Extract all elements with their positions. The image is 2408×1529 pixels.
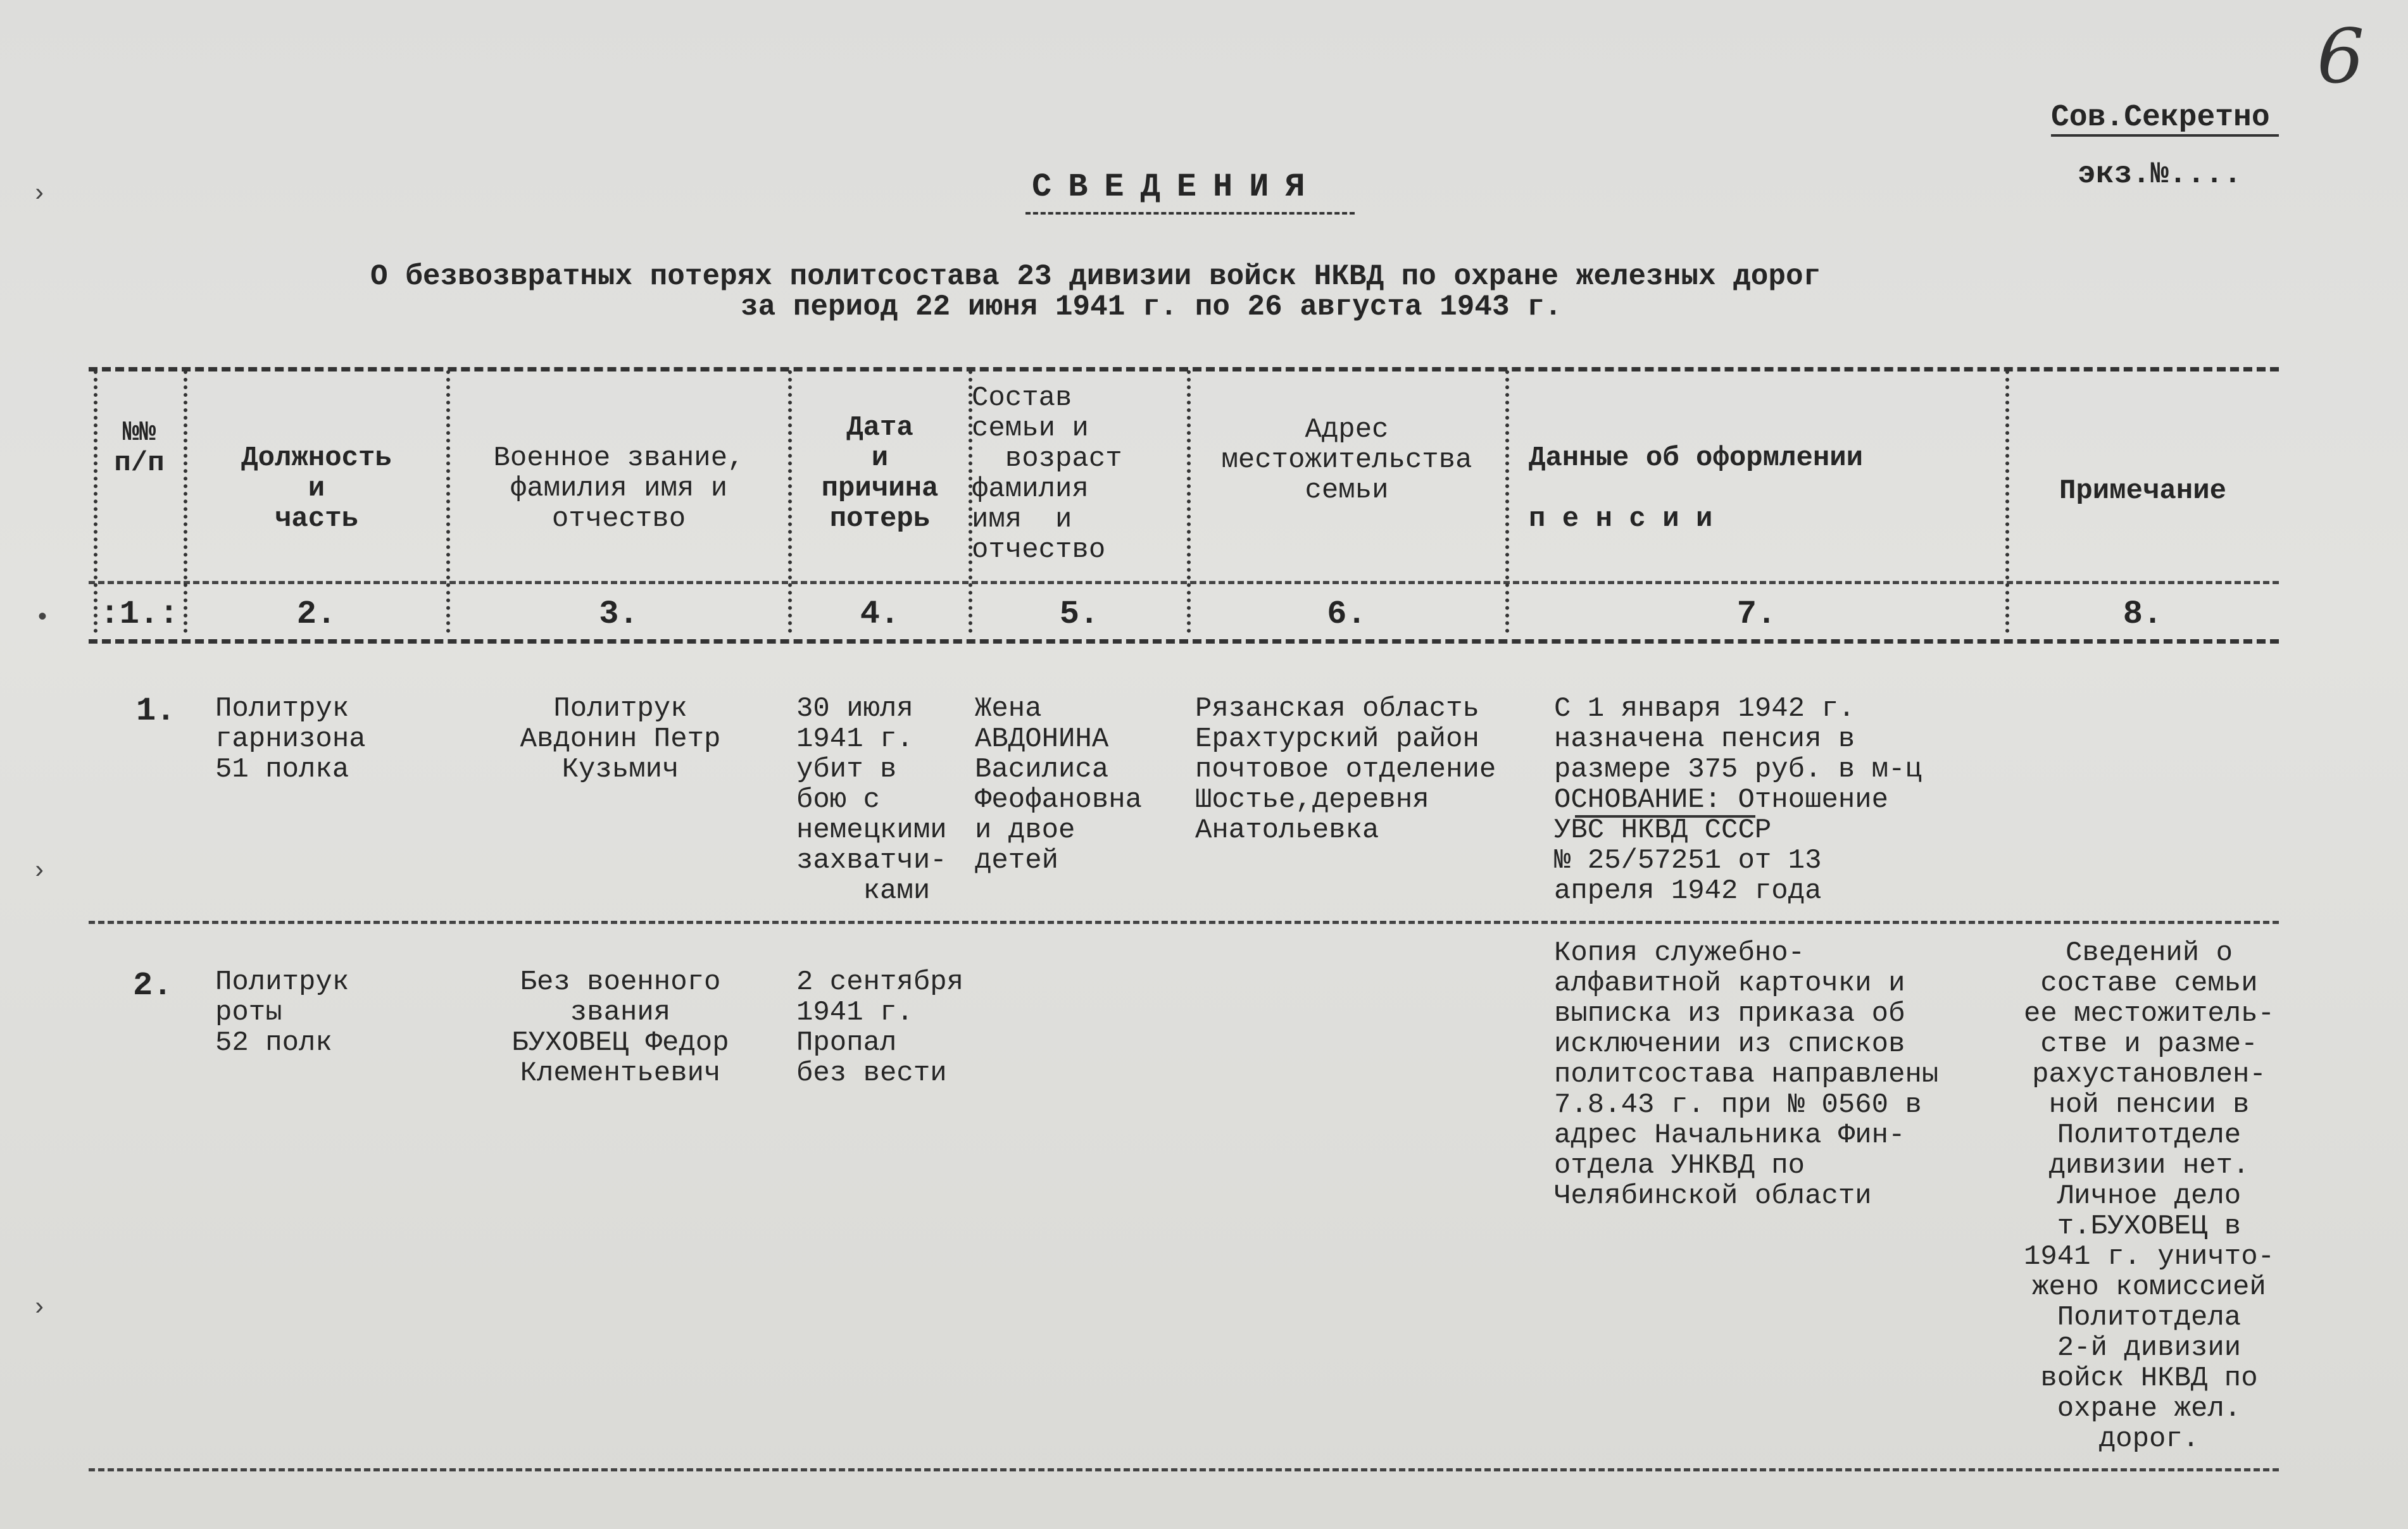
col-sep-0: [94, 370, 97, 633]
row-number: 1.: [136, 692, 176, 730]
document-title: СВЕДЕНИЯ: [1032, 168, 1322, 206]
cell-date-cause: 2 сентября 1941 г. Пропал без вести: [796, 966, 964, 1089]
col-header-address: Адрес местожительства семьи: [1221, 414, 1472, 506]
cell-date-cause: 30 июля 1941 г. убит в бою с немецкими захватчи- ками: [796, 693, 947, 907]
col-number-3: 3.: [599, 596, 639, 633]
classification-underline: [2051, 134, 2279, 137]
margin-mark: ›: [32, 858, 47, 886]
row-separator: [89, 921, 2279, 924]
document-subtitle-line2: за период 22 июня 1941 г. по 26 августа 1943 г.: [741, 290, 1562, 323]
cell-rank-name: Без военного звания БУХОВЕЦ Федор Клементьевич: [511, 966, 729, 1089]
classification-stamp: Сов.Секретно: [2051, 101, 2270, 135]
col-header-rank-name: Военное звание, фамилия имя и отчество: [493, 442, 744, 535]
row-number: 2.: [133, 967, 173, 1004]
numbering-bottom-border: [89, 639, 2279, 644]
col-sep-1: [184, 370, 187, 633]
col-number-6: 6.: [1327, 596, 1367, 633]
col-header-number: №№ п/п: [114, 417, 165, 479]
margin-mark: ›: [32, 180, 47, 209]
page-number: 6: [2317, 13, 2365, 100]
col-number-4: 4.: [860, 596, 900, 633]
col-number-7: 7.: [1736, 596, 1777, 633]
col-header-pension: Данные об оформлении п е н с и и: [1529, 442, 1864, 535]
col-header-position: Должность и часть: [241, 442, 392, 535]
cell-position: Политрук гарнизона 51 полка: [215, 693, 366, 785]
col-number-5: 5.: [1059, 596, 1100, 633]
copy-number: экз.№....: [2078, 158, 2242, 192]
cell-address: Рязанская область Ерахтурский район почтовое отделение Шостье,деревня Анатольевка: [1195, 693, 1496, 846]
table-top-border: [89, 367, 2279, 371]
cell-pension: Копия служебно- алфавитной карточки и выписка из приказа об исключении из списков политсостава направлены 7.8.43 г. при № 0560 в адрес Начальника Фин- отдела УНКВД по Челябинской области: [1554, 937, 1939, 1212]
col-sep-2: [446, 370, 450, 633]
col-sep-6: [1505, 370, 1509, 633]
cell-position: Политрук роты 52 полк: [215, 966, 349, 1059]
col-number-1: :1.:: [99, 596, 179, 633]
table-bottom-border: [89, 1468, 2279, 1471]
cell-note: Сведений о составе семьи ее местожитель- стве и разме- рахустановлен- ной пенсии в Политотделе дивизии нет. Личное дело т.БУХОВЕЦ в 1941 г. уничто- жено комиссией Политотдела 2-й дивизии войск НКВД по охране жел. дорог.: [2023, 937, 2275, 1455]
margin-mark: •: [35, 604, 51, 633]
cell-rank-name: Политрук Авдонин Петр Кузьмич: [520, 693, 721, 785]
col-header-note: Примечание: [2059, 475, 2227, 507]
col-number-2: 2.: [296, 596, 337, 633]
header-separator: [89, 581, 2279, 584]
col-header-date-cause: Дата и причина потерь: [821, 412, 939, 535]
col-sep-7: [2005, 370, 2009, 633]
title-underline: [1025, 212, 1355, 215]
cell-pension: С 1 января 1942 г. назначена пенсия в размере 375 руб. в м-ц ОСНОВАНИЕ: Отношение УВС НКВД СССР № 25/57251 от 13 апреля 1942 года: [1554, 693, 1922, 907]
margin-mark: ›: [32, 1294, 47, 1323]
col-header-family: Состав семьи и возраст фамилия имя и отчество: [972, 382, 1122, 566]
col-number-8: 8.: [2123, 596, 2163, 633]
cell-family: Жена АВДОНИНА Василиса Феофановна и двое детей: [975, 693, 1143, 877]
document-subtitle-line1: О безвозвратных потерях политсостава 23 дивизии войск НКВД по охране железных дорог: [370, 260, 1821, 293]
basis-underline: [1575, 815, 1755, 818]
